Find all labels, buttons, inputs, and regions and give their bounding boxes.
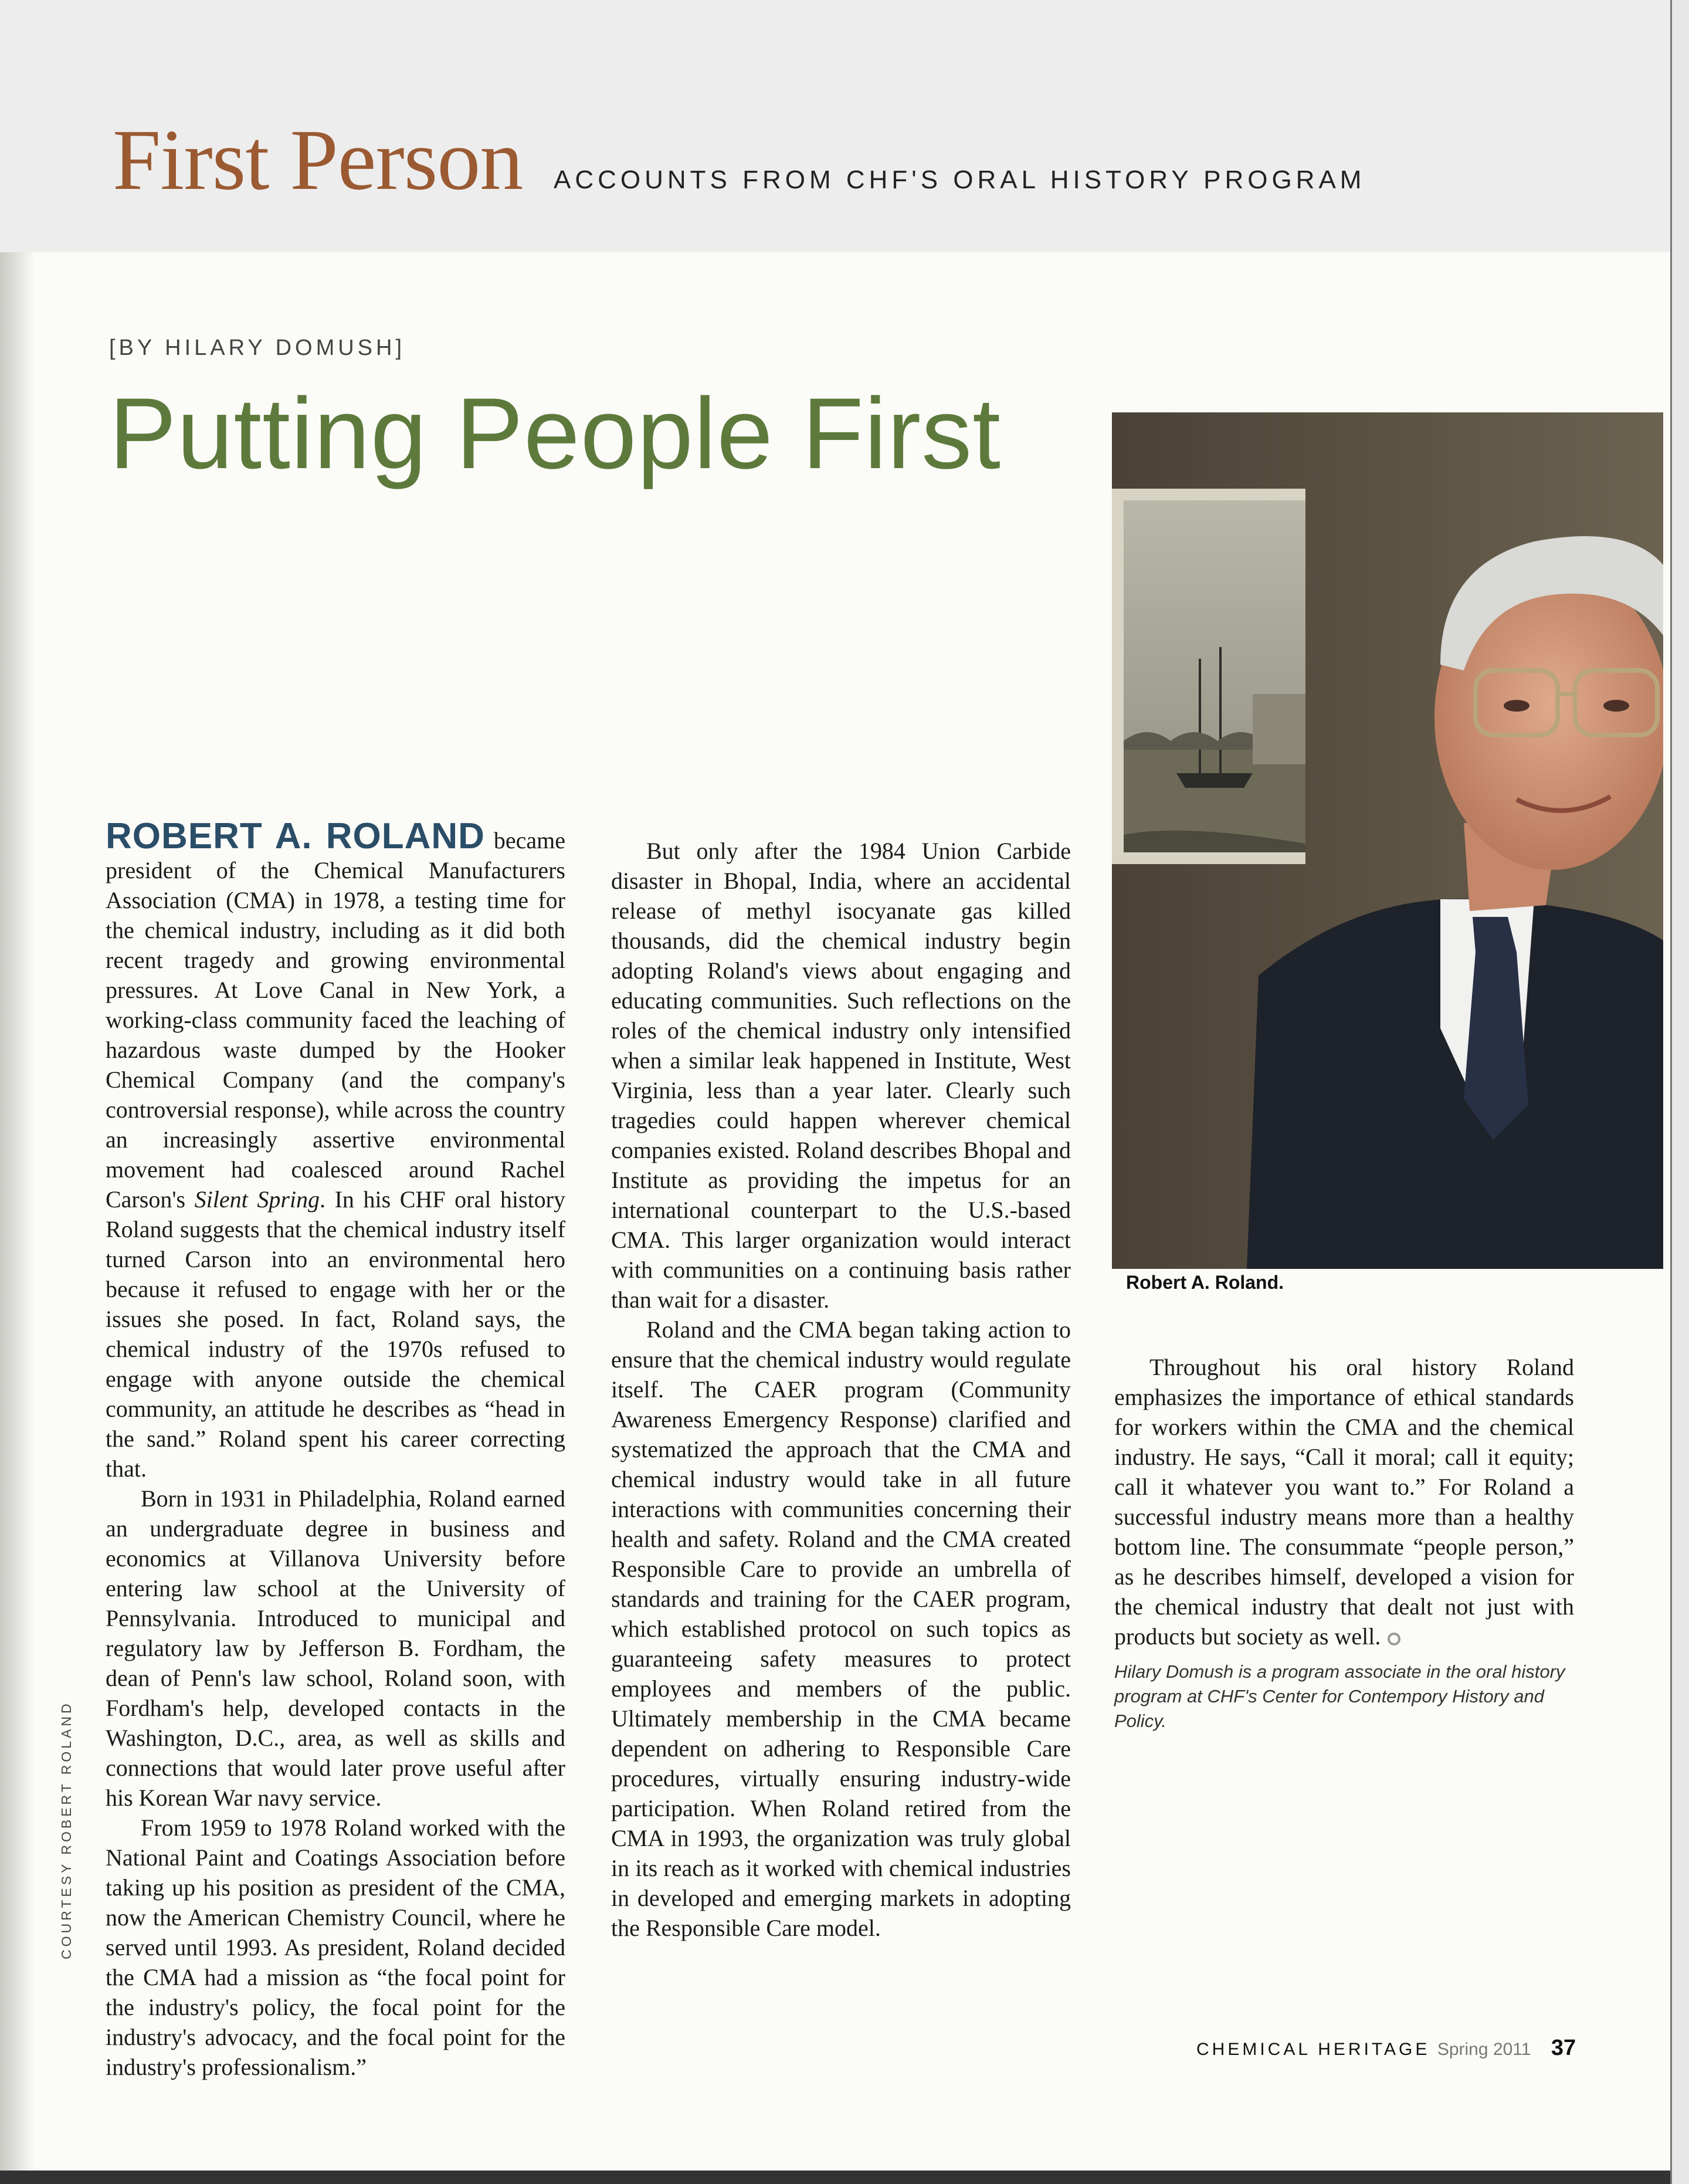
byline: [BY HILARY DOMUSH] — [109, 336, 406, 360]
paragraph-2: Born in 1931 in Philadelphia, Roland earned an undergraduate degree in business and economics at Villanova University before entering law school at the University of Pennsylvania. Introduced to municipal and regulatory law by Jefferson B. Fordham, the dean of Penn's law school, Roland soon, with Fordham's help, developed contacts in the Washington, D.C., area, as well as skills and connections that would later prove useful after his Korean War navy service. — [106, 1485, 565, 1811]
page-footer — [1196, 2036, 1576, 2061]
section-subtitle: ACCOUNTS FROM CHF'S ORAL HISTORY PROGRAM — [554, 165, 1366, 194]
paragraph-1-text-b: . In his CHF oral history Roland suggests that the chemical industry itself turned Carson into an environmental hero because it refused to engage with her or the issues she posed. In fact, Roland says, the chemical industry of the 1970s refused to engage with anyone outside the chemical community, an attitude he describes as “head in the sand.” Roland spent his career correcting that. — [106, 1186, 566, 1482]
lead-name: ROBERT A. ROLAND — [106, 816, 485, 856]
portrait-photo — [1112, 412, 1663, 1269]
paragraph-5: Roland and the CMA began taking action to ensure that the chemical industry would regulate itself. The CAER program (Community Awareness Emergency Response) clarified and systematized the approach that the CMA and chemical industry would take in all future interactions with communities concerning their health and safety. Roland and the CMA created Responsible Care to provide an umbrella of standards and training for the CAER program, which established protocol on such topics as guaranteeing safety measures to protect employees and members of the public. Ultimately membership in the CMA became dependent on adhering to Responsible Care procedures, virtually ensuring industry-wide participation. When Roland retired from the CMA in 1993, the organization was truly global in its reach as it worked with chemical industries in developed and emerging markets in adopting the Responsible Care model. — [611, 1316, 1071, 1941]
magazine-name: CHEMICAL HERITAGE — [1196, 2040, 1430, 2059]
page-edge-right — [1670, 0, 1689, 2184]
issue-date: Spring 2011 — [1437, 2040, 1531, 2059]
gutter-shadow — [0, 0, 35, 2171]
book-title: Silent Spring — [194, 1186, 320, 1213]
page-number: 37 — [1551, 2036, 1576, 2060]
paragraph-6-text: Throughout his oral history Roland emphasizes the importance of ethical standards for workers within the CMA and the chemical industry. He says, “Call it moral; call it equity; call it whatever you want to.” For Roland a successful industry means more than a healthy bottom line. The consummate “people person,” as he describes himself, developed a vision for the chemical industry that dealt not just with products but society as well. — [1114, 1354, 1574, 1650]
author-bio: Hilary Domush is a program associate in the oral history program at CHF's Center for Contempory History and Policy. — [1114, 1661, 1565, 1731]
article-column-2 — [611, 836, 1071, 1943]
paragraph-1 — [106, 816, 566, 1484]
photo-credit: COURTESY ROBERT ROLAND — [59, 1701, 74, 1959]
page-edge-bottom — [0, 2171, 1670, 2184]
headline: Putting People First — [109, 377, 1001, 490]
paragraph-3: From 1959 to 1978 Roland worked with the National Paint and Coatings Association before taking up his position as president of the CMA, now the American Chemistry Council, where he served until 1993. As president, Roland decided the CMA had a mission as “the focal point for the industry's policy, the focal point for the industry's advocacy, and the focal point for the industry's professionalism.” — [106, 1814, 565, 2080]
paragraph-1-text-a: became president of the Chemical Manufacturers Association (CMA) in 1978, a testing time for the chemical industry, including as it did both recent tragedy and growing environmental pressures. At Love Canal in New York, a working-class community faced the leaching of hazardous waste dumped by the Hooker Chemical Company (and the company's controversial response), while across the country an increasingly assertive environmental movement had coalesced around Rachel Carson's — [106, 827, 565, 1213]
paragraph-4: But only after the 1984 Union Carbide disaster in Bhopal, India, where an accidental release of methyl isocyanate gas killed thousands, did the chemical industry begin adopting Roland's views about engaging and educating communities. Such reflections on the roles of the chemical industry only intensified when a similar leak happened in Institute, West Virginia, less than a year later. Clearly such tragedies could happen wherever chemical companies existed. Roland describes Bhopal and Institute as providing the impetus for an international counterpart to the U.S.-based CMA. This larger organization would interact with communities on a continuing basis rather than wait for a disaster. — [611, 838, 1071, 1313]
section-title: First Person — [113, 112, 523, 208]
photo-caption: Robert A. Roland. — [1126, 1272, 1284, 1293]
article-column-1 — [106, 816, 566, 2082]
end-mark-icon — [1388, 1633, 1400, 1645]
portrait-illustration — [1112, 412, 1663, 1269]
article-column-3 — [1114, 1352, 1574, 1733]
paragraph-6 — [1114, 1352, 1574, 1651]
